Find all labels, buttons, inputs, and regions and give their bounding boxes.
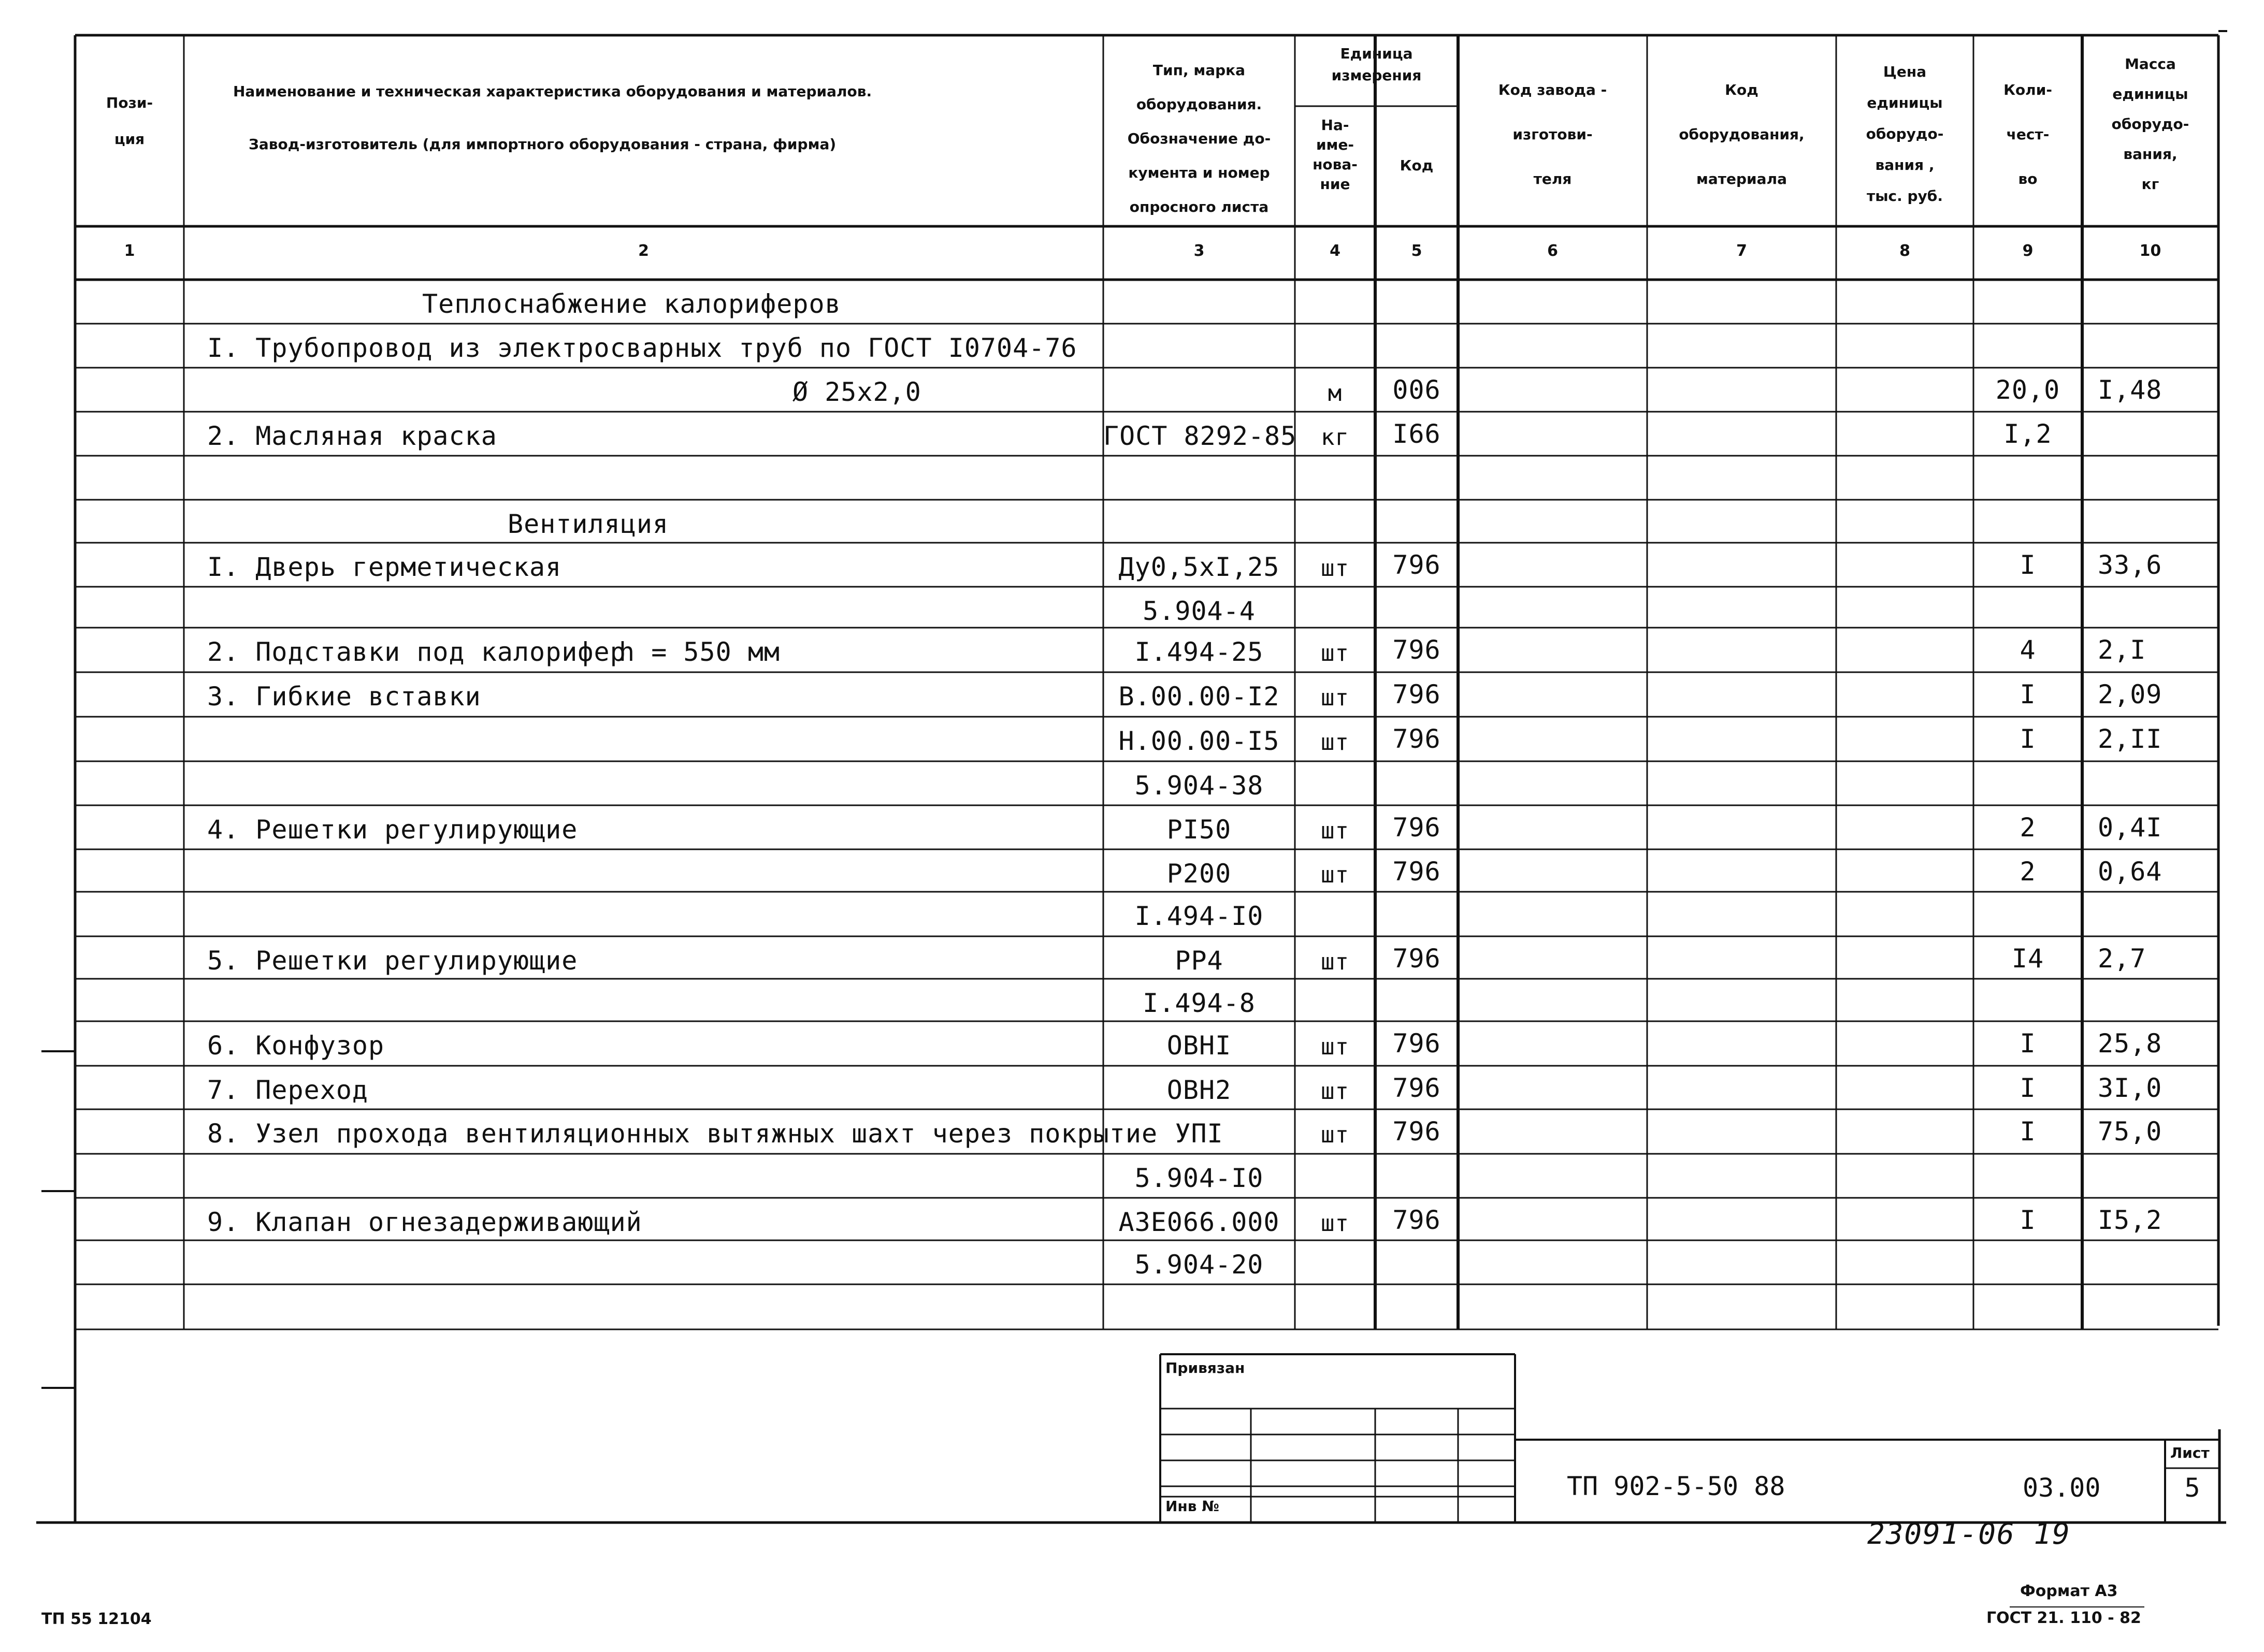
- item-unit-code: 796: [1392, 679, 1441, 709]
- item-type: Ду0,5хI,25: [1118, 552, 1280, 582]
- header-col8-line: единицы: [1867, 94, 1943, 111]
- item-quantity: I: [2020, 1073, 2036, 1103]
- item-type: В.00.00-I2: [1118, 682, 1280, 712]
- header-col6-line: изготови-: [1512, 126, 1593, 143]
- column-number: 5: [1411, 242, 1422, 260]
- header-col1-line: Пози-: [106, 94, 153, 111]
- item-name: 5. Решетки регулирующие: [207, 946, 578, 976]
- item-mass: 3I,0: [2098, 1073, 2162, 1103]
- sheet-number: 5: [2184, 1473, 2200, 1503]
- item-unit: м: [1328, 380, 1343, 407]
- section-title: Вентиляция: [508, 509, 669, 539]
- item-type: ГОСТ 8292-85: [1103, 421, 1297, 451]
- handwritten-number: 23091-06 19: [1867, 1517, 2071, 1551]
- header-col10-line: Масса: [2125, 55, 2176, 73]
- section-title: Теплоснабжение калориферов: [422, 289, 841, 319]
- item-unit-code: 796: [1392, 1073, 1441, 1103]
- item-name: 6. Конфузор: [207, 1031, 385, 1061]
- item-name: 7. Переход: [207, 1075, 369, 1105]
- footer-format: Формат А3: [2020, 1582, 2118, 1600]
- header-col10-line: вания,: [2123, 146, 2178, 163]
- item-unit-code: 796: [1392, 1028, 1441, 1059]
- header-col7-line: оборудования,: [1679, 126, 1805, 143]
- header-col7-line: материала: [1696, 170, 1787, 187]
- section-code: 03.00: [2023, 1473, 2101, 1503]
- header-col5: Код: [1400, 157, 1434, 174]
- item-unit: шт: [1321, 949, 1349, 975]
- item-unit: шт: [1321, 1034, 1349, 1060]
- header-col3-line: кумента и номер: [1128, 164, 1270, 181]
- header-col10-line: кг: [2141, 176, 2159, 193]
- item-mass: I,48: [2098, 375, 2162, 405]
- item-quantity: I: [2020, 1117, 2036, 1147]
- item-type: АЗЕ066.000: [1118, 1207, 1280, 1237]
- sheet-label: Лист: [2170, 1444, 2210, 1461]
- document-code: ТП 902-5-50 88: [1567, 1471, 1785, 1501]
- item-unit-code: 796: [1392, 1205, 1441, 1235]
- header-col4-line: име-: [1316, 136, 1354, 153]
- item-type: 5.904-4: [1143, 596, 1256, 626]
- item-type: I.494-25: [1134, 637, 1264, 667]
- item-unit: шт: [1321, 1210, 1349, 1237]
- item-mass: 2,I: [2098, 635, 2146, 665]
- stamp-privyazan: Привязан: [1165, 1359, 1245, 1376]
- header-col3-line: Обозначение до-: [1127, 130, 1271, 147]
- item-name: I. Трубопровод из электросварных труб по ГОСТ I0704-76: [207, 333, 1077, 363]
- item-name: 2. Масляная краска: [207, 421, 497, 451]
- item-quantity: 2: [2020, 813, 2036, 843]
- item-unit-code: 006: [1392, 375, 1441, 405]
- header-col9-line: чест-: [2006, 126, 2050, 143]
- header-col3-line: опросного листа: [1129, 198, 1269, 215]
- item-quantity: I: [2020, 1205, 2036, 1235]
- item-type: ОВНI: [1166, 1031, 1232, 1061]
- item-unit-code: 796: [1392, 857, 1441, 887]
- header-col4-line: На-: [1321, 117, 1349, 134]
- item-quantity: I: [2020, 550, 2036, 580]
- item-quantity: 4: [2020, 635, 2036, 665]
- item-unit: шт: [1321, 729, 1349, 756]
- item-unit-code: 796: [1392, 635, 1441, 665]
- item-type: Р200: [1166, 859, 1232, 889]
- header-col45_top-line: измерения: [1331, 67, 1422, 84]
- header-col9-line: во: [2018, 170, 2038, 187]
- header-col10-line: оборудо-: [2111, 115, 2189, 133]
- header-col10-line: единицы: [2112, 85, 2188, 103]
- item-quantity: 20,0: [1995, 375, 2060, 405]
- item-mass: 2,II: [2098, 724, 2162, 754]
- item-quantity: I: [2020, 679, 2036, 709]
- item-type: 5.904-I0: [1134, 1163, 1264, 1193]
- item-type: ОВН2: [1166, 1075, 1232, 1105]
- item-quantity: 2: [2020, 857, 2036, 887]
- item-quantity: I: [2020, 1028, 2036, 1059]
- item-unit-code: 796: [1392, 550, 1441, 580]
- item-type: Н.00.00-I5: [1118, 726, 1280, 756]
- item-unit: шт: [1321, 685, 1349, 711]
- column-number: 2: [638, 242, 649, 260]
- header-col8-line: вания ,: [1875, 156, 1935, 173]
- item-type: РР4: [1175, 946, 1223, 976]
- item-unit-code: 796: [1392, 724, 1441, 754]
- column-number: 6: [1547, 242, 1558, 260]
- column-number: 1: [124, 242, 135, 260]
- item-mass: 2,09: [2098, 679, 2162, 709]
- item-type: 5.904-38: [1134, 771, 1264, 801]
- item-mass: 0,4I: [2098, 813, 2162, 843]
- item-name: Ø 25х2,0: [792, 377, 921, 407]
- item-name: 8. Узел прохода вентиляционных вытяжных шахт через покрытие: [207, 1119, 1158, 1149]
- column-number: 7: [1736, 242, 1747, 260]
- header-col4-line: ние: [1320, 176, 1350, 193]
- item-quantity: I: [2020, 724, 2036, 754]
- footer-gost: ГОСТ 21. 110 - 82: [1986, 1609, 2141, 1627]
- header-col1-line: ция: [114, 131, 145, 148]
- footer-left-code: ТП 55 12104: [41, 1610, 152, 1628]
- item-mass: 2,7: [2098, 944, 2146, 974]
- column-number: 10: [2139, 242, 2161, 260]
- column-number: 4: [1330, 242, 1340, 260]
- stamp-inv-no: Инв №: [1165, 1498, 1219, 1515]
- item-mass: I5,2: [2098, 1205, 2162, 1235]
- header-col7-line: Код: [1725, 81, 1758, 98]
- header-col3-line: оборудования.: [1136, 96, 1262, 113]
- header-col8-line: Цена: [1883, 63, 1927, 80]
- item-unit: шт: [1321, 862, 1349, 888]
- item-name: 2. Подставки под калорифер: [207, 637, 626, 667]
- item-quantity: I,2: [2003, 419, 2052, 449]
- header-col8-line: оборудо-: [1866, 125, 1944, 142]
- header-col6-line: теля: [1533, 170, 1572, 187]
- item-mass: 25,8: [2098, 1028, 2162, 1059]
- item-type: РI50: [1166, 815, 1232, 845]
- item-name: I. Дверь герметическая: [207, 552, 562, 582]
- header-col8-line: тыс. руб.: [1866, 187, 1943, 205]
- item-unit-code: 796: [1392, 944, 1441, 974]
- header-col3-line: Тип, марка: [1152, 62, 1246, 79]
- header-col2-line: Наименование и техническая характеристика оборудования и материалов.: [233, 83, 872, 100]
- header-col6-line: Код завода -: [1498, 81, 1607, 98]
- item-type: I.494-I0: [1134, 901, 1264, 931]
- item-mass: 0,64: [2098, 857, 2162, 887]
- item-unit-code: 796: [1392, 813, 1441, 843]
- header-col2-line: Завод-изготовитель (для импортного оборудования - страна, фирма): [249, 136, 837, 153]
- item-unit: шт: [1321, 555, 1349, 582]
- item-mass: 75,0: [2098, 1117, 2162, 1147]
- item-unit: шт: [1321, 1122, 1349, 1148]
- item-unit: шт: [1321, 1078, 1349, 1105]
- item-name-extra: h = 550 мм: [619, 637, 781, 667]
- header-col45_top-line: Единица: [1340, 45, 1413, 62]
- item-type: 5.904-20: [1134, 1250, 1264, 1280]
- header-col4-line: нова-: [1313, 156, 1358, 173]
- column-number: 9: [2022, 242, 2034, 260]
- item-name: 3. Гибкие вставки: [207, 682, 481, 712]
- item-unit-code: 796: [1392, 1117, 1441, 1147]
- item-unit: шт: [1321, 818, 1349, 844]
- item-name: 9. Клапан огнезадерживающий: [207, 1207, 642, 1237]
- item-type: I.494-8: [1143, 988, 1256, 1018]
- item-unit: кг: [1321, 424, 1349, 451]
- item-unit: шт: [1321, 640, 1349, 666]
- header-col9-line: Коли-: [2003, 81, 2052, 98]
- item-mass: 33,6: [2098, 550, 2162, 580]
- item-quantity: I4: [2011, 944, 2044, 974]
- column-number: 3: [1193, 242, 1205, 260]
- item-unit-code: I66: [1392, 419, 1441, 449]
- item-name: 4. Решетки регулирующие: [207, 815, 578, 845]
- item-type: УПI: [1175, 1119, 1223, 1149]
- column-number: 8: [1899, 242, 1910, 260]
